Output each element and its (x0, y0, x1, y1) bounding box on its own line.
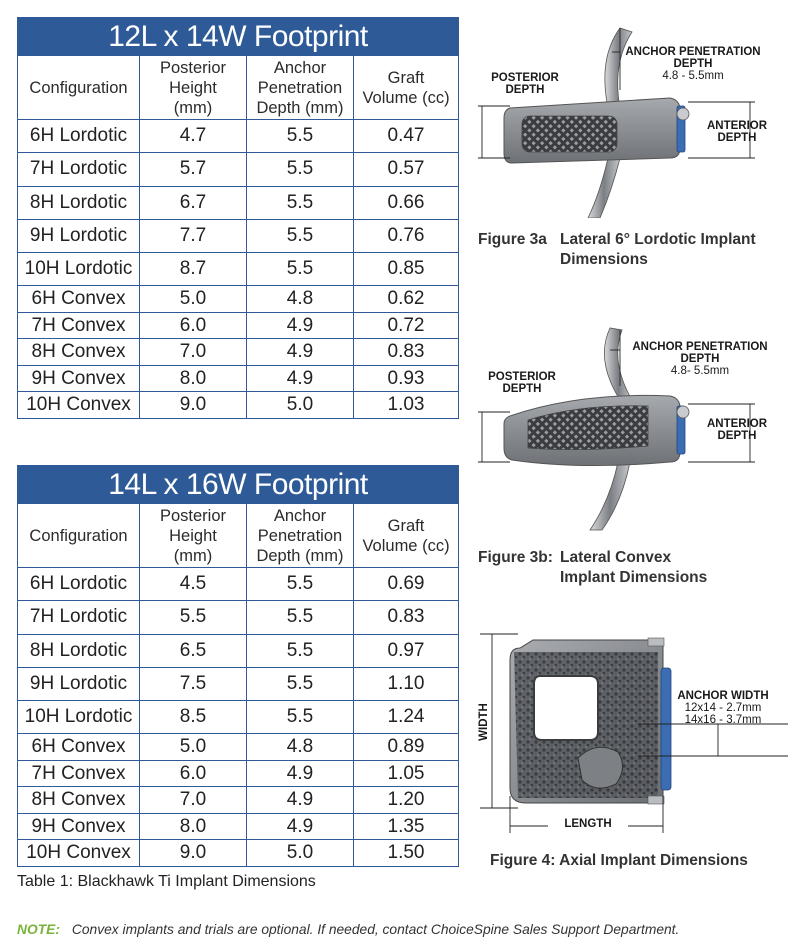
cell-depth: 4.9 (247, 813, 354, 840)
cell-height: 9.0 (140, 392, 247, 419)
label-line: DEPTH (673, 58, 713, 70)
table-row (18, 760, 459, 787)
cell-config: 10H Convex (18, 392, 140, 419)
cell-height: 6.7 (140, 186, 247, 219)
posterior-depth-label (482, 371, 562, 395)
column-header: Configuration (18, 56, 140, 120)
cell-config: 7H Lordotic (18, 601, 140, 634)
cell-volume: 0.76 (354, 219, 459, 252)
anchor-penetration-label (618, 46, 768, 82)
cell-volume: 0.89 (354, 734, 459, 761)
cell-config: 7H Convex (18, 312, 140, 339)
table-row (18, 701, 459, 734)
cell-depth: 5.5 (247, 667, 354, 700)
label-line: DEPTH (680, 353, 720, 365)
note-text: Convex implants and trials are optional. If needed, contact ChoiceSpine Sales Support Department. (71, 922, 680, 937)
cell-volume: 0.83 (354, 601, 459, 634)
cell-depth: 5.5 (247, 120, 354, 153)
table-row (18, 734, 459, 761)
cell-config: 7H Convex (18, 760, 140, 787)
cell-depth: 5.5 (247, 186, 354, 219)
cell-config: 9H Lordotic (18, 219, 140, 252)
cell-config: 8H Convex (18, 787, 140, 814)
cell-config: 9H Lordotic (18, 667, 140, 700)
cell-volume: 1.03 (354, 392, 459, 419)
cell-depth: 5.5 (247, 219, 354, 252)
cell-height: 7.0 (140, 787, 247, 814)
label-line: ANTERIOR (706, 418, 768, 430)
table-14l-16w (17, 465, 459, 867)
column-header: Graft Volume (cc) (354, 56, 459, 120)
cell-height: 7.5 (140, 667, 247, 700)
cell-height: 6.5 (140, 634, 247, 667)
table-12l-14w (17, 17, 459, 419)
table-caption: Table 1: Blackhawk Ti Implant Dimensions (17, 873, 316, 890)
cell-config: 8H Lordotic (18, 186, 140, 219)
cell-volume: 0.97 (354, 634, 459, 667)
figure-4 (478, 628, 793, 878)
cell-config: 8H Lordotic (18, 634, 140, 667)
label-line: ANCHOR WIDTH (677, 690, 769, 702)
cell-depth: 4.8 (247, 734, 354, 761)
figure-3b-caption (478, 548, 793, 588)
length-label: LENGTH (548, 818, 628, 830)
table-row (18, 286, 459, 313)
cell-depth: 5.5 (247, 253, 354, 286)
cell-depth: 4.9 (247, 787, 354, 814)
column-header: Configuration (18, 504, 140, 568)
note-label: NOTE: (17, 922, 60, 937)
figure-4-caption: Figure 4: Axial Implant Dimensions (490, 852, 748, 869)
label-line: 12x14 - 2.7mm (684, 702, 762, 714)
cell-height: 5.0 (140, 286, 247, 313)
label-line: ANCHOR PENETRATION (632, 341, 768, 353)
cell-config: 6H Lordotic (18, 568, 140, 601)
figure-3b (470, 320, 795, 595)
cell-depth: 4.8 (247, 286, 354, 313)
table-row (18, 840, 459, 867)
label-line: 14x16 - 3.7mm (684, 714, 762, 726)
figure-3a (470, 18, 795, 273)
table-row (18, 667, 459, 700)
cell-config: 9H Convex (18, 813, 140, 840)
caption-text: Dimensions (560, 251, 648, 268)
cell-depth: 5.5 (247, 601, 354, 634)
cell-height: 8.5 (140, 701, 247, 734)
label-line: POSTERIOR (491, 72, 559, 84)
cell-height: 8.7 (140, 253, 247, 286)
table-row (18, 392, 459, 419)
cell-height: 4.5 (140, 568, 247, 601)
cell-config: 10H Convex (18, 840, 140, 867)
label-line: ANCHOR PENETRATION (625, 46, 761, 58)
label-line: DEPTH (717, 132, 757, 144)
anchor-width-label (673, 690, 773, 726)
cell-volume: 0.69 (354, 568, 459, 601)
table-row (18, 601, 459, 634)
table-title: 14L x 16W Footprint (18, 466, 459, 504)
label-line: DEPTH (505, 84, 545, 96)
table-row (18, 339, 459, 366)
caption-number: Figure 3a (478, 231, 547, 248)
cell-depth: 5.5 (247, 701, 354, 734)
caption-text: Lateral Convex (560, 549, 672, 566)
cell-height: 6.0 (140, 760, 247, 787)
cell-height: 6.0 (140, 312, 247, 339)
cell-height: 8.0 (140, 365, 247, 392)
cell-config: 8H Convex (18, 339, 140, 366)
cell-volume: 1.20 (354, 787, 459, 814)
cell-volume: 0.66 (354, 186, 459, 219)
table-row (18, 219, 459, 252)
cell-depth: 4.9 (247, 339, 354, 366)
width-label: WIDTH (478, 703, 490, 741)
table-row (18, 153, 459, 186)
cell-volume: 1.50 (354, 840, 459, 867)
caption-number: Figure 3b: (478, 549, 553, 566)
cell-volume: 0.62 (354, 286, 459, 313)
cell-depth: 4.9 (247, 760, 354, 787)
cell-height: 5.0 (140, 734, 247, 761)
anterior-depth-label (702, 120, 772, 144)
cell-config: 10H Lordotic (18, 253, 140, 286)
figure-3a-caption (478, 230, 793, 270)
cell-depth: 5.0 (247, 840, 354, 867)
cell-volume: 1.24 (354, 701, 459, 734)
cell-height: 5.7 (140, 153, 247, 186)
cell-height: 7.7 (140, 219, 247, 252)
column-header: Posterior Height (mm) (140, 504, 247, 568)
cell-depth: 5.5 (247, 634, 354, 667)
cell-height: 8.0 (140, 813, 247, 840)
cell-volume: 1.35 (354, 813, 459, 840)
table-title: 12L x 14W Footprint (18, 18, 459, 56)
table-row (18, 253, 459, 286)
cell-height: 7.0 (140, 339, 247, 366)
cell-depth: 5.5 (247, 568, 354, 601)
table-row (18, 634, 459, 667)
table-row (18, 813, 459, 840)
label-line: DEPTH (502, 383, 542, 395)
column-header: Posterior Height (mm) (140, 56, 247, 120)
cell-config: 9H Convex (18, 365, 140, 392)
label-range: 4.8 - 5.5mm (662, 70, 724, 82)
cell-volume: 0.47 (354, 120, 459, 153)
cell-config: 6H Convex (18, 734, 140, 761)
cell-volume: 1.05 (354, 760, 459, 787)
cell-config: 10H Lordotic (18, 701, 140, 734)
column-header: Graft Volume (cc) (354, 504, 459, 568)
table-row (18, 365, 459, 392)
cell-config: 7H Lordotic (18, 153, 140, 186)
cell-height: 4.7 (140, 120, 247, 153)
label-line: ANTERIOR (706, 120, 768, 132)
axial-implant-illustration (478, 628, 793, 843)
anchor-penetration-label (620, 341, 780, 377)
cell-height: 9.0 (140, 840, 247, 867)
footnote (17, 922, 679, 937)
table-row (18, 787, 459, 814)
cell-volume: 0.83 (354, 339, 459, 366)
cell-volume: 0.57 (354, 153, 459, 186)
table-row (18, 312, 459, 339)
cell-volume: 0.72 (354, 312, 459, 339)
cell-depth: 4.9 (247, 312, 354, 339)
cell-volume: 1.10 (354, 667, 459, 700)
table-row (18, 120, 459, 153)
cell-depth: 4.9 (247, 365, 354, 392)
posterior-depth-label (485, 72, 565, 96)
cell-config: 6H Convex (18, 286, 140, 313)
label-line: DEPTH (717, 430, 757, 442)
cell-depth: 5.0 (247, 392, 354, 419)
table-row (18, 568, 459, 601)
caption-text: Lateral 6° Lordotic Implant (560, 231, 756, 248)
label-range: 4.8- 5.5mm (670, 365, 730, 377)
table-row (18, 186, 459, 219)
column-header: Anchor Penetration Depth (mm) (247, 504, 354, 568)
cell-depth: 5.5 (247, 153, 354, 186)
anterior-depth-label (702, 418, 772, 442)
caption-text: Implant Dimensions (560, 569, 708, 586)
column-header: Anchor Penetration Depth (mm) (247, 56, 354, 120)
cell-volume: 0.85 (354, 253, 459, 286)
cell-height: 5.5 (140, 601, 247, 634)
cell-volume: 0.93 (354, 365, 459, 392)
label-line: POSTERIOR (488, 371, 556, 383)
cell-config: 6H Lordotic (18, 120, 140, 153)
